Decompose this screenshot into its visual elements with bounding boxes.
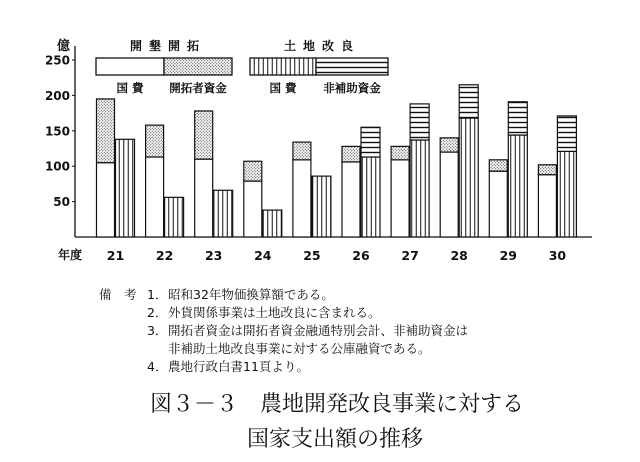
x-tick-label: 26 (352, 248, 370, 263)
note-number: 3． (147, 323, 168, 338)
caption-line-1: 図３－３ 農地開発改良事業に対する (150, 392, 525, 417)
y-tick-label: 50 (53, 195, 70, 210)
x-tick-label: 27 (401, 248, 419, 263)
notes-heading: 備 考 (99, 287, 137, 302)
note-text: 開拓者資金は開拓者資金融通特別会計、非補助資金は (168, 323, 469, 338)
y-unit-label: 億 (57, 39, 71, 54)
legend-label-reclamation-national: 国 費 (116, 81, 144, 95)
note-text: 昭和32年物価換算額である。 (168, 287, 334, 302)
x-axis-label: 年度 (58, 248, 83, 262)
legend-title-land-improvement: 土地改良 (283, 39, 361, 53)
y-tick-label: 150 (44, 124, 70, 139)
caption-line-2: 国家支出額の推移 (247, 427, 424, 452)
legend-label-settler-fund: 開拓者資金 (169, 81, 227, 95)
x-tick-label: 23 (204, 248, 223, 263)
note-text: 非補助土地改良事業に対する公庫融資である。 (168, 341, 431, 356)
x-tick-label: 28 (450, 248, 468, 263)
y-tick-label: 200 (44, 88, 70, 103)
note-text: 農地行政白書11頁より。 (168, 359, 309, 374)
x-tick-label: 22 (155, 248, 174, 263)
note-number: 2． (147, 305, 168, 320)
x-tick-label: 29 (499, 248, 518, 263)
y-tick-label: 100 (44, 159, 70, 174)
note-text: 外貨関係事業は土地改良に含まれる。 (168, 305, 381, 320)
legend-title-reclamation: 開墾開拓 (129, 39, 207, 53)
x-tick-label: 30 (548, 248, 567, 263)
x-tick-label: 24 (254, 248, 272, 263)
legend-label-land-improvement-national: 国 費 (269, 81, 297, 95)
legend-label-non-subsidy: 非補助資金 (323, 81, 381, 95)
y-tick-label: 250 (44, 53, 70, 68)
note-number: 1． (147, 287, 168, 302)
note-number: 4． (147, 359, 168, 374)
x-tick-label: 21 (106, 248, 125, 263)
x-tick-label: 25 (303, 248, 321, 263)
